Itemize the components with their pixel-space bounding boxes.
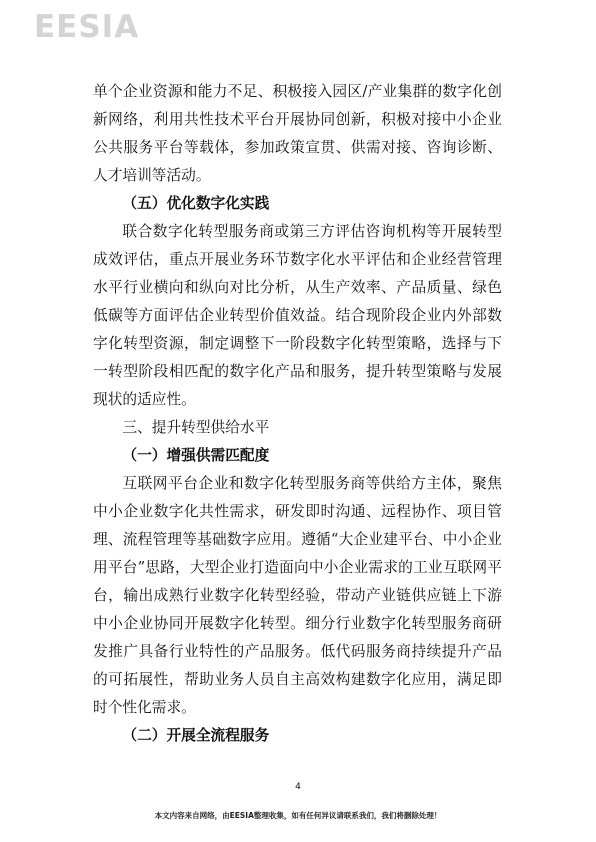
document-body (93, 78, 502, 750)
paragraph-optimize-digital-practice: 联合数字化转型服务商或第三方评估咨询机构等开展转型成效评估，重点开展业务环节数字化水平评估和企业经营管理水平行业横向和纵向对比分析，从生产效率、产品质量、绿色低碳等方面评估企业转型价值效益。结合现阶段企业内外部数字化转型资源，制定调整下一阶段数字化转型策略，选择与下一转型阶段相匹配的数字化产品和服务，提升转型策略与发展现状的适应性。 (93, 223, 502, 408)
heading-full-process-service: （二）开展全流程服务 (122, 727, 270, 744)
heading-improve-supply-level: 三、提升转型供给水平 (122, 419, 270, 436)
heading-optimize-digital-practice: （五）优化数字化实践 (122, 195, 270, 212)
paragraph-intro: 单个企业资源和能力不足、积极接入园区/产业集群的数字化创新网络，利用共性技术平台开展协同创新，积极对接中小企业公共服务平台等载体，参加政策宣贯、供需对接、咨询诊断、人才培训等活动。 (93, 83, 502, 184)
footer-disclaimer: 本文内容来自网络，由EESIA整理收集，如有任何异议请联系我们，我们将删除处理！ (154, 811, 442, 820)
paragraph-supply-demand-matching: 互联网平台企业和数字化转型服务商等供给方主体，聚焦中小企业数字化共性需求，研发即时沟通、远程协作、项目管理、流程管理等基础数字应用。遵循“大企业建平台、中小企业用平台”思路，大型企业打造面向中小企业需求的工业互联网平台，输出成熟行业数字化转型经验，带动产业链供应链上下游中小企业协同开展数字化转型。细分行业数字化转型服务商研发推广具备行业特性的产品服务。低代码服务商持续提升产品的可拓展性，帮助业务人员自主高效构建数字化应用，满足即时个性化需求。 (93, 475, 502, 716)
page-number: 4 (295, 782, 301, 792)
heading-supply-demand-matching: （一）增强供需匹配度 (122, 447, 270, 464)
eesia-logo: EESIA (34, 9, 140, 45)
